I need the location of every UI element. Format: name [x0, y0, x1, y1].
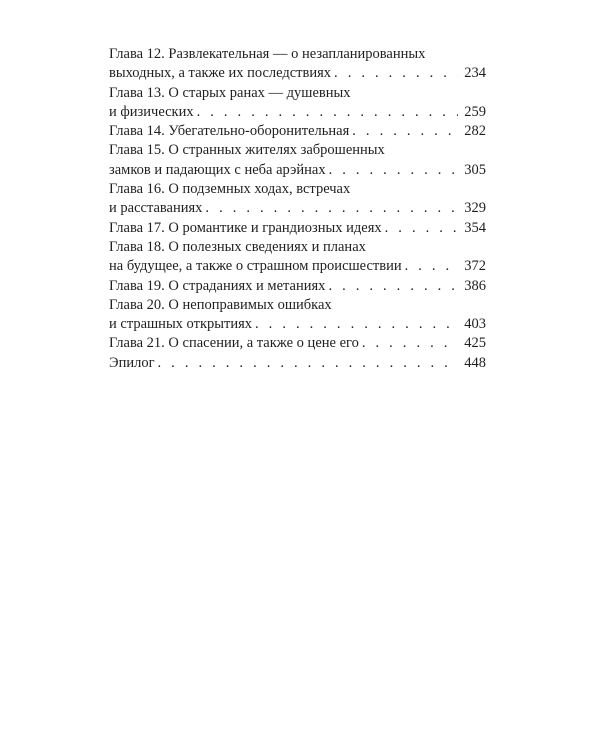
toc-entry-title-line: Глава 12. Развлекательная — о незапланированных — [109, 46, 426, 62]
toc-entry-chapter-12 — [109, 45, 486, 84]
toc-entry-chapter-20 — [109, 296, 486, 335]
toc-entry-title-line: Глава 19. О страданиях и метаниях — [109, 277, 326, 294]
toc-entry-chapter-15 — [109, 141, 486, 180]
dot-leader — [405, 257, 458, 276]
dot-leader — [328, 277, 458, 296]
toc-entry-title-line: на будущее, а также о страшном происшествии — [109, 258, 402, 275]
toc-page-number: 354 — [464, 219, 486, 236]
toc-entry-chapter-14 — [109, 122, 486, 141]
toc-entry-title-line: Глава 18. О полезных сведениях и планах — [109, 238, 366, 255]
dot-leader — [329, 161, 458, 180]
toc-page-number: 234 — [464, 65, 486, 82]
dot-leader — [158, 354, 458, 373]
toc-entry-title-line: Глава 13. О старых ранах — душевных — [109, 84, 351, 101]
dot-leader — [385, 219, 458, 238]
toc-entry-title-line: и расставаниях — [109, 200, 203, 217]
toc-page-number: 305 — [464, 161, 486, 178]
dot-leader — [352, 122, 458, 141]
toc-page-number: 448 — [464, 354, 486, 371]
dot-leader — [205, 199, 458, 218]
toc-entry-title-line: Глава 15. О странных жителях заброшенных — [109, 142, 385, 159]
toc-page-number: 372 — [464, 258, 486, 275]
toc-page-number: 329 — [464, 200, 486, 217]
toc-entry-chapter-16 — [109, 180, 486, 219]
toc-entry-chapter-19 — [109, 277, 486, 296]
toc-entry-epilogue — [109, 354, 486, 373]
toc-page-number: 425 — [464, 335, 486, 352]
toc-entry-chapter-13 — [109, 84, 486, 123]
toc-page-number: 403 — [464, 316, 486, 333]
toc-entry-chapter-17 — [109, 219, 486, 238]
toc-page-number: 259 — [464, 103, 486, 120]
toc-entry-title-line: и страшных открытиях — [109, 316, 253, 333]
toc-page-number: 282 — [464, 123, 486, 140]
toc-entry-title-line: и физических — [109, 103, 194, 120]
dot-leader — [362, 334, 458, 353]
toc-page-number: 386 — [464, 277, 486, 294]
dot-leader — [197, 103, 458, 122]
toc-entry-title-line: Эпилог — [109, 354, 155, 371]
toc-entry-title-line: Глава 14. Убегательно-оборонительная — [109, 123, 350, 140]
toc-entry-title-line: выходных, а также их последствиях — [109, 65, 332, 82]
toc-entry-title-line: Глава 16. О подземных ходах, встречах — [109, 181, 351, 198]
toc-entry-title-line: Глава 20. О непоправимых ошибках — [109, 296, 332, 313]
table-of-contents — [109, 45, 486, 373]
toc-entry-chapter-21 — [109, 334, 486, 353]
toc-entry-title-line: Глава 21. О спасении, а также о цене его — [109, 335, 359, 352]
toc-entry-title-line: Глава 17. О романтике и грандиозных идеях — [109, 219, 382, 236]
toc-entry-title-line: замков и падающих с неба арэйнах — [109, 161, 326, 178]
dot-leader — [334, 64, 458, 83]
toc-entry-chapter-18 — [109, 238, 486, 277]
dot-leader — [255, 315, 458, 334]
